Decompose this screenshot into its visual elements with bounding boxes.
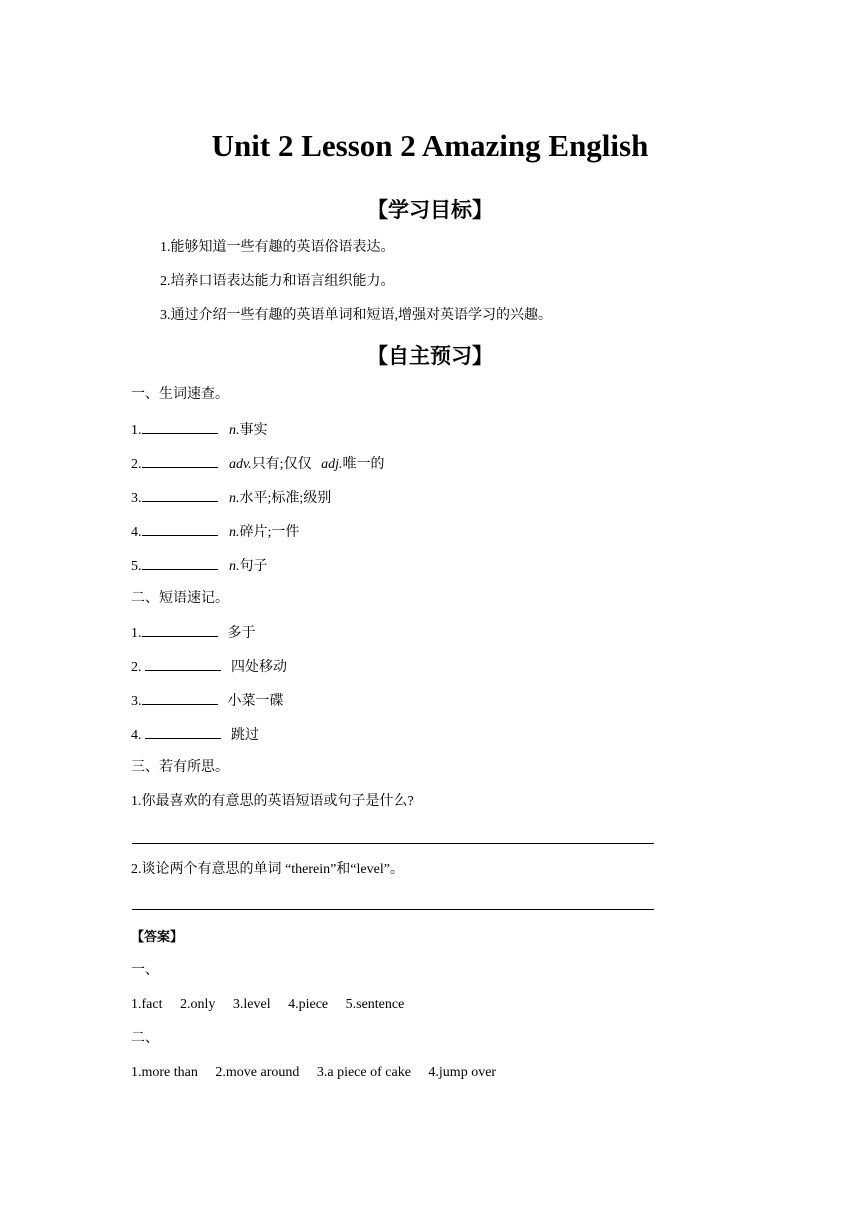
part2-label: 二、短语速记。 bbox=[131, 591, 229, 606]
vocab-meaning: 事实 bbox=[239, 423, 268, 438]
goal-item: 1.能够知道一些有趣的英语俗语表达。 bbox=[160, 240, 395, 255]
part3-label: 三、若有所思。 bbox=[131, 760, 229, 775]
phrase-meaning: 四处移动 bbox=[231, 660, 287, 675]
vocab-item bbox=[131, 522, 299, 542]
vocab-meaning: 碎片;一件 bbox=[239, 525, 300, 540]
goal-item: 3.通过介绍一些有趣的英语单词和短语,增强对英语学习的兴趣。 bbox=[160, 308, 552, 323]
phrase-num: 4. bbox=[131, 728, 145, 743]
answer-blank[interactable] bbox=[145, 657, 221, 671]
document-title: Unit 2 Lesson 2 Amazing English bbox=[211, 128, 649, 163]
vocab-num: 2. bbox=[131, 457, 142, 472]
vocab-item bbox=[131, 420, 268, 440]
answers-part1-label: 一、 bbox=[131, 963, 159, 978]
answer-blank[interactable] bbox=[142, 420, 218, 434]
vocab-pos: n. bbox=[229, 559, 240, 574]
vocab-pos: n. bbox=[229, 423, 240, 438]
vocab-num: 4. bbox=[131, 525, 142, 540]
part1-label: 一、生词速查。 bbox=[131, 387, 229, 402]
answer-item: 4.piece bbox=[288, 997, 329, 1012]
answers-part2-label: 二、 bbox=[131, 1031, 159, 1046]
phrase-num: 1. bbox=[131, 626, 142, 641]
vocab-pos: n. bbox=[229, 491, 240, 506]
answers-heading: 【答案】 bbox=[131, 930, 184, 945]
answer-line[interactable] bbox=[132, 843, 654, 844]
vocab-meaning: 句子 bbox=[239, 559, 268, 574]
phrase-item bbox=[131, 657, 287, 677]
answer-item: 3.a piece of cake bbox=[316, 1065, 411, 1080]
phrase-meaning: 多于 bbox=[227, 626, 256, 641]
answer-blank[interactable] bbox=[142, 691, 218, 705]
answer-line[interactable] bbox=[132, 909, 654, 910]
answer-item: 3.level bbox=[232, 997, 271, 1012]
phrase-item bbox=[131, 623, 256, 643]
answer-item: 4.jump over bbox=[428, 1065, 497, 1080]
phrase-meaning: 跳过 bbox=[231, 728, 259, 743]
answers-part1 bbox=[131, 996, 404, 1014]
answer-blank[interactable] bbox=[142, 522, 218, 536]
answer-item: 5.sentence bbox=[345, 997, 405, 1012]
vocab-pos: n. bbox=[229, 525, 240, 540]
vocab-item bbox=[131, 454, 384, 474]
preview-heading: 【自主预习】 bbox=[367, 344, 493, 368]
vocab-meaning: 只有;仅仅 bbox=[251, 457, 312, 472]
phrase-meaning: 小菜一碟 bbox=[227, 694, 284, 709]
answer-blank[interactable] bbox=[142, 454, 218, 468]
phrase-num: 3. bbox=[131, 694, 142, 709]
goal-item: 2.培养口语表达能力和语言组织能力。 bbox=[160, 274, 395, 289]
answer-item: 1.more than bbox=[131, 1065, 198, 1080]
answer-blank[interactable] bbox=[142, 488, 218, 502]
answer-item: 2.only bbox=[179, 997, 216, 1012]
answers-part2 bbox=[131, 1064, 496, 1082]
vocab-meaning-2: 唯一的 bbox=[342, 457, 385, 472]
vocab-meaning: 水平;标准;级别 bbox=[239, 491, 332, 506]
vocab-num: 3. bbox=[131, 491, 142, 506]
vocab-pos: adv. bbox=[229, 457, 252, 472]
phrase-item bbox=[131, 691, 284, 711]
vocab-num: 1. bbox=[131, 423, 142, 438]
answer-blank[interactable] bbox=[142, 556, 218, 570]
answer-blank[interactable] bbox=[145, 725, 221, 739]
phrase-item bbox=[131, 725, 259, 745]
answer-item: 1.fact bbox=[131, 997, 163, 1012]
question-1: 1.你最喜欢的有意思的英语短语或句子是什么? bbox=[131, 794, 414, 809]
phrase-num: 2. bbox=[131, 660, 145, 675]
goals-heading: 【学习目标】 bbox=[367, 198, 493, 222]
question-2: 2.谈论两个有意思的单词 “therein”和“level”。 bbox=[131, 862, 404, 877]
answer-blank[interactable] bbox=[142, 623, 218, 637]
answer-item: 2.move around bbox=[215, 1065, 300, 1080]
vocab-item bbox=[131, 556, 268, 576]
vocab-item bbox=[131, 488, 331, 508]
vocab-num: 5. bbox=[131, 559, 142, 574]
vocab-pos-2: adj. bbox=[321, 457, 343, 472]
